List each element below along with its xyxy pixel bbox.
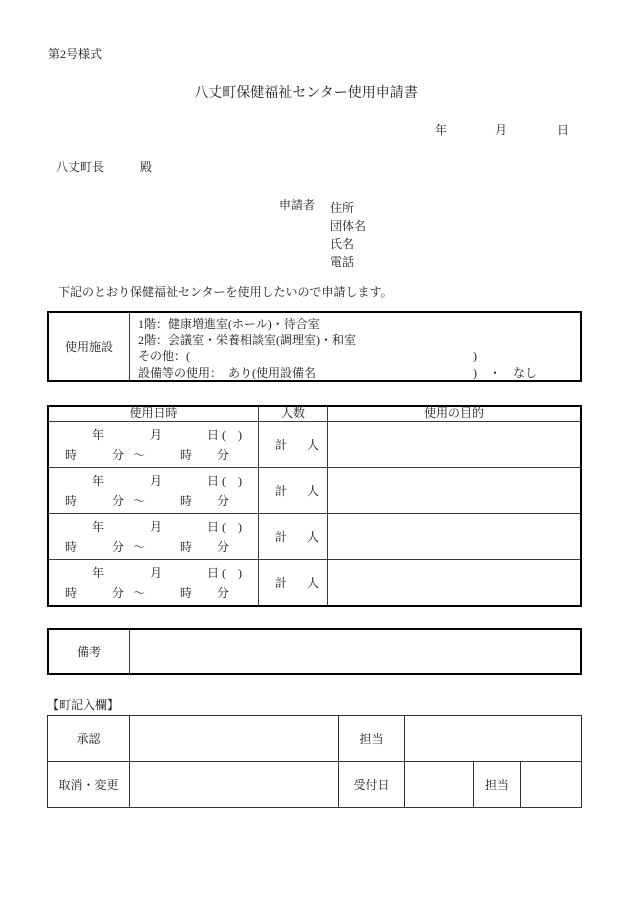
start-hour-label: 時 xyxy=(65,448,78,462)
applicant-field-phone: 電話 xyxy=(330,255,355,269)
usage-purpose-cell xyxy=(328,468,580,513)
form-number: 第2号様式 xyxy=(48,47,103,61)
reception-date-cell xyxy=(405,762,474,807)
start-minute-label: 分 xyxy=(112,448,125,462)
facility-line-other xyxy=(138,348,580,364)
staff-label: 担当 xyxy=(339,716,405,761)
usage-purpose-cell xyxy=(328,422,580,467)
end-hour-label: 時 xyxy=(180,494,193,508)
end-hour-label: 時 xyxy=(180,448,193,462)
time-range-tilde: ～ xyxy=(133,448,146,462)
applicant-field-organization: 団体名 xyxy=(330,219,367,233)
applicant-field-name: 氏名 xyxy=(330,237,355,251)
year-label: 年 xyxy=(92,428,105,442)
weekday-close-paren: ) xyxy=(238,520,242,534)
weekday-open-paren: ( xyxy=(222,474,226,488)
year-label: 年 xyxy=(92,520,105,534)
start-minute-label: 分 xyxy=(112,494,125,508)
weekday-close-paren: ) xyxy=(238,428,242,442)
start-hour-label: 時 xyxy=(65,494,78,508)
usage-datetime-cell xyxy=(49,468,259,513)
attendee-count-cell xyxy=(259,468,328,513)
end-minute-label: 分 xyxy=(217,494,230,508)
usage-datetime-cell xyxy=(49,422,259,467)
schedule-table xyxy=(47,405,582,607)
facility-equipment-close-or-none: ) ・ なし xyxy=(473,365,537,380)
start-hour-label: 時 xyxy=(65,586,78,600)
weekday-open-paren: ( xyxy=(222,520,226,534)
attendee-count-cell xyxy=(259,422,328,467)
remarks-content-cell xyxy=(130,630,580,673)
schedule-header-row xyxy=(49,407,580,422)
office-approval-row xyxy=(48,716,581,762)
facility-label: 使用施設 xyxy=(49,313,130,380)
count-total-label: 計 xyxy=(275,576,288,590)
facility-line-equipment xyxy=(138,365,580,381)
reception-date-label: 受付日 xyxy=(339,762,405,807)
count-total-label: 計 xyxy=(275,530,288,544)
header-attendee-count: 人数 xyxy=(259,407,328,421)
facility-line-1f: 1階：健康増進室(ホール)・待合室 xyxy=(138,317,320,331)
office-section-title: 【町記入欄】 xyxy=(47,698,120,712)
weekday-close-paren: ) xyxy=(238,474,242,488)
header-date-day-label: 日 xyxy=(557,123,570,137)
usage-purpose-cell xyxy=(328,514,580,559)
time-range-tilde: ～ xyxy=(133,540,146,554)
attendee-count-cell xyxy=(259,560,328,605)
end-hour-label: 時 xyxy=(180,540,193,554)
facility-table xyxy=(47,311,582,382)
addressee-name: 八丈町長 xyxy=(56,160,105,174)
end-minute-label: 分 xyxy=(217,448,230,462)
staff2-label: 担当 xyxy=(474,762,521,807)
addressee-honorific: 殿 xyxy=(140,160,153,174)
facility-equipment-prefix: 設備等の使用： あり(使用設備名 xyxy=(138,365,316,380)
header-date-month-label: 月 xyxy=(495,123,508,137)
weekday-open-paren: ( xyxy=(222,566,226,580)
start-hour-label: 時 xyxy=(65,540,78,554)
day-label: 日 xyxy=(207,474,220,488)
staff2-cell xyxy=(521,762,581,807)
start-minute-label: 分 xyxy=(112,540,125,554)
staff-cell xyxy=(405,716,581,761)
facility-content xyxy=(130,313,580,380)
end-minute-label: 分 xyxy=(217,540,230,554)
header-usage-purpose: 使用の目的 xyxy=(423,406,484,420)
remarks-label: 備考 xyxy=(49,630,130,673)
facility-line-2f: 2階：会議室・栄養相談室(調理室)・和室 xyxy=(138,333,356,348)
count-total-label: 計 xyxy=(275,484,288,498)
month-label: 月 xyxy=(150,566,163,580)
year-label: 年 xyxy=(92,566,105,580)
applicant-fields xyxy=(330,199,366,271)
cancel-change-label: 取消・変更 xyxy=(48,762,130,807)
schedule-row xyxy=(49,422,580,468)
facility-other-prefix: その他：( xyxy=(138,349,190,364)
schedule-row xyxy=(49,514,580,560)
applicant-label: 申請者 xyxy=(279,198,316,212)
count-person-label: 人 xyxy=(307,438,320,452)
month-label: 月 xyxy=(150,520,163,534)
year-label: 年 xyxy=(92,474,105,488)
attendee-count-cell xyxy=(259,514,328,559)
end-hour-label: 時 xyxy=(180,586,193,600)
weekday-open-paren: ( xyxy=(222,428,226,442)
applicant-field-address: 住所 xyxy=(330,201,355,215)
intro-text: 下記のとおり保健福祉センターを使用したいので申請します。 xyxy=(58,285,393,299)
approval-label: 承認 xyxy=(48,716,130,761)
weekday-close-paren: ) xyxy=(238,566,242,580)
schedule-row xyxy=(49,468,580,514)
day-label: 日 xyxy=(207,566,220,580)
month-label: 月 xyxy=(150,428,163,442)
usage-datetime-cell xyxy=(49,514,259,559)
count-total-label: 計 xyxy=(275,438,288,452)
time-range-tilde: ～ xyxy=(133,586,146,600)
day-label: 日 xyxy=(207,520,220,534)
schedule-row xyxy=(49,560,580,605)
approval-cell xyxy=(130,716,339,761)
office-cancel-row xyxy=(48,762,581,807)
month-label: 月 xyxy=(150,474,163,488)
day-label: 日 xyxy=(207,428,220,442)
usage-purpose-cell xyxy=(328,560,580,605)
facility-other-close-paren: ) xyxy=(473,349,477,364)
cancel-change-cell xyxy=(130,762,339,807)
count-person-label: 人 xyxy=(307,484,320,498)
usage-datetime-cell xyxy=(49,560,259,605)
header-date-year-label: 年 xyxy=(435,123,448,137)
time-range-tilde: ～ xyxy=(133,494,146,508)
office-use-table xyxy=(47,715,582,808)
start-minute-label: 分 xyxy=(112,586,125,600)
end-minute-label: 分 xyxy=(217,586,230,600)
form-title: 八丈町保健福祉センター使用申請書 xyxy=(194,86,418,101)
remarks-table xyxy=(47,628,582,675)
header-usage-datetime: 使用日時 xyxy=(49,407,259,421)
count-person-label: 人 xyxy=(307,576,320,590)
count-person-label: 人 xyxy=(307,530,320,544)
